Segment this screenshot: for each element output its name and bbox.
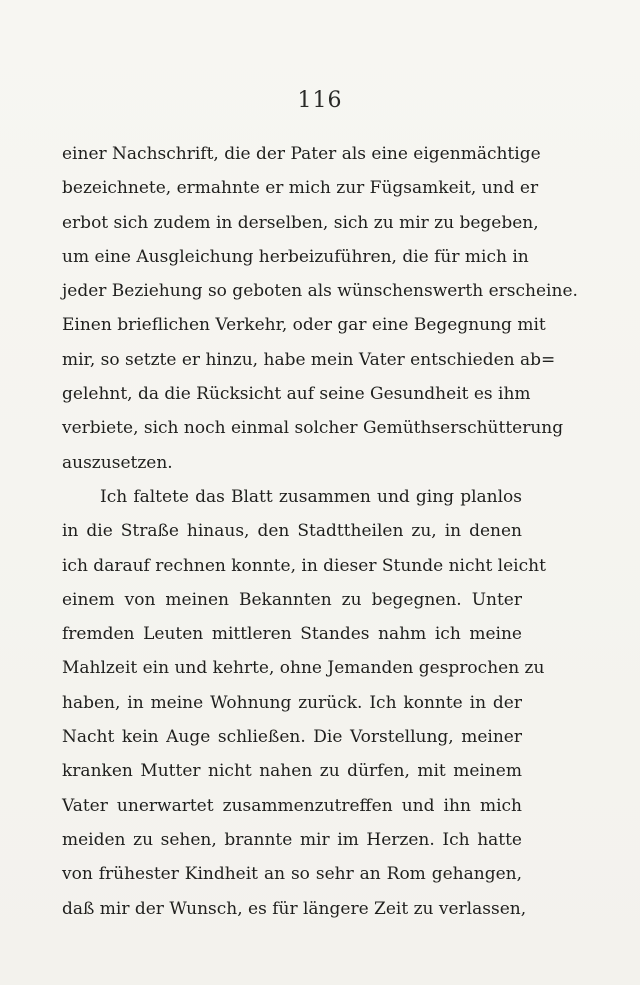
- text-line: mir, so setzte er hinzu, habe mein Vater entschieden ab=: [62, 349, 556, 370]
- text-line: einer Nachschrift, die der Pater als eine eigenmächtige: [62, 144, 541, 164]
- text-line: um eine Ausgleichung herbeizuführen, die für mich in: [62, 246, 529, 267]
- text-line: verbiete, sich noch einmal solcher Gemüthserschütterung: [62, 418, 564, 439]
- text-line: gelehnt, da die Rücksicht auf seine Gesundheit es ihm: [62, 384, 531, 405]
- text-line: erbot sich zudem in derselben, sich zu mir zu begeben,: [62, 212, 539, 233]
- text-line: einem von meinen Bekannten zu begegnen. Unter: [62, 589, 522, 610]
- paragraph-end-line: auszusetzen.: [62, 452, 173, 473]
- text-line: Einen brieflichen Verkehr, oder gar eine Begegnung mit: [62, 315, 546, 336]
- text-line: ich darauf rechnen konnte, in dieser Stunde nicht leicht: [62, 555, 546, 576]
- text-line: Nacht kein Auge schließen. Die Vorstellung, meiner: [62, 727, 522, 748]
- text-line: Vater unerwartet zusammenzutreffen und ihn mich: [62, 795, 522, 816]
- text-line: jeder Beziehung so geboten als wünschenswerth erscheine.: [62, 281, 578, 302]
- text-line: daß mir der Wunsch, es für längere Zeit zu verlassen,: [62, 898, 527, 919]
- text-line: haben, in meine Wohnung zurück. Ich konnte in der: [62, 692, 522, 713]
- paragraph-start-line: Ich faltete das Blatt zusammen und ging planlos: [100, 486, 522, 507]
- text-line: fremden Leuten mittleren Standes nahm ich meine: [62, 624, 522, 645]
- page-number: 116: [297, 88, 343, 113]
- text-line: bezeichnete, ermahnte er mich zur Fügsamkeit, und er: [62, 178, 539, 199]
- text-line: Mahlzeit ein und kehrte, ohne Jemanden gesprochen zu: [62, 658, 545, 679]
- text-line: in die Straße hinaus, den Stadttheilen zu, in denen: [62, 521, 522, 542]
- body-text: [62, 137, 578, 926]
- text-line: von frühester Kindheit an so sehr an Rom gehangen,: [62, 864, 522, 885]
- text-line: meiden zu sehen, brannte mir im Herzen. Ich hatte: [62, 829, 522, 850]
- text-line: kranken Mutter nicht nahen zu dürfen, mit meinem: [62, 761, 522, 782]
